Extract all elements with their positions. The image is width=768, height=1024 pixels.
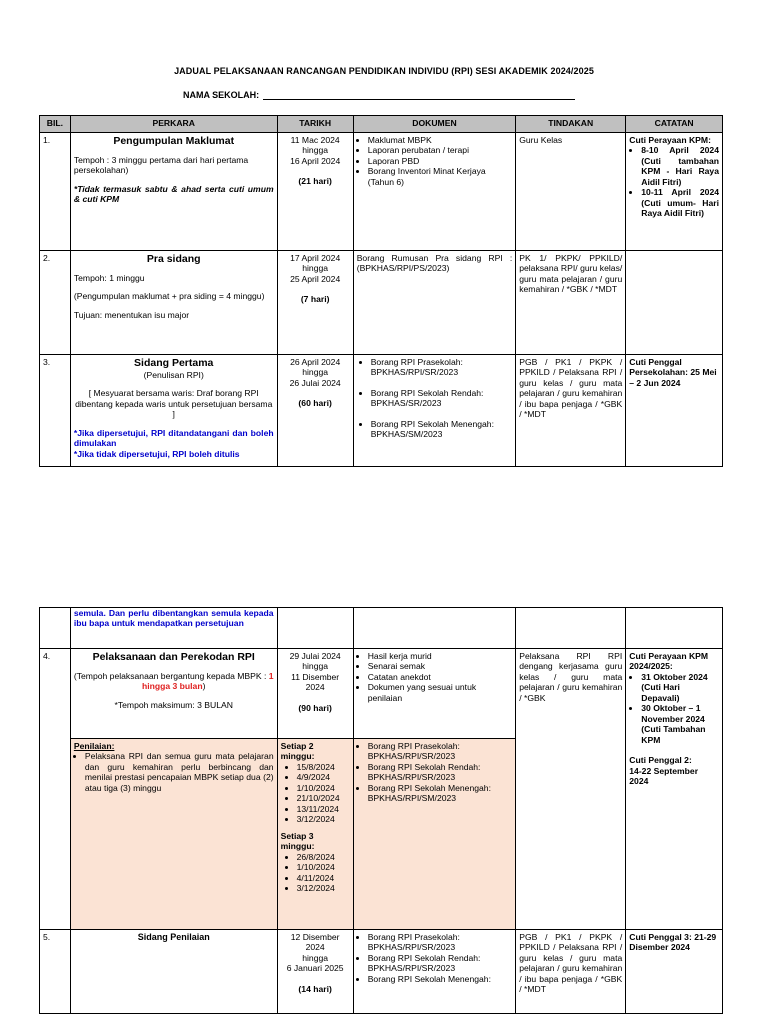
- catatan-heading: Cuti Perayaan KPM 2024/2025:: [629, 651, 709, 672]
- header-perkara: PERKARA: [70, 116, 277, 133]
- schedule-table-part-1: [39, 115, 723, 467]
- list-item: • 31 Oktober 2024 (Cuti Hari Depavali): [641, 672, 719, 703]
- list-item: • 21/10/2024: [297, 793, 350, 803]
- list-item: • 15/8/2024: [297, 762, 350, 772]
- perkara-heading: Sidang Penilaian: [137, 932, 210, 942]
- list-item: • 3/12/2024: [297, 883, 350, 893]
- duration-days: (60 hari): [298, 398, 332, 409]
- perkara-text: (Pengumpulan maklumat + pra siding = 4 minggu): [73, 291, 265, 302]
- list-item: • 1/10/2024: [297, 783, 350, 793]
- date-to: 11 Disember 2024: [291, 671, 340, 693]
- list-item: • Laporan PBD: [368, 156, 513, 166]
- date-from: 12 Disember 2024: [290, 932, 340, 953]
- list-item: • Maklumat MBPK: [368, 135, 513, 145]
- perkara-note: *Jika dipersetujui, RPI ditandatangani dan boleh dimulakan: [73, 427, 274, 449]
- perkara-cell: [70, 649, 277, 739]
- list-item: • 4/11/2024: [297, 873, 350, 883]
- list-item: • Dokumen yang sesuai untuk penilaian: [368, 682, 513, 703]
- dokumen-cell: Borang Rumusan Pra sidang RPI : (BPKHAS/RPI/PS/2023): [353, 251, 516, 355]
- list-item: • Senarai semak: [368, 661, 513, 671]
- perkara-text: Tujuan: menentukan isu major: [73, 309, 190, 320]
- date-hingga: hingga: [302, 367, 329, 378]
- dokumen-cell: [353, 649, 516, 739]
- catatan-cell: Cuti Penggal 3: 21-29 Disember 2024: [626, 930, 723, 1014]
- perkara-heading: Pengumpulan Maklumat: [113, 135, 235, 147]
- date-from: 17 April 2024: [290, 253, 341, 263]
- schedule-table-part-2: [39, 607, 723, 1014]
- dokumen-cell: [353, 739, 516, 930]
- duration-days: (21 hari): [298, 176, 332, 187]
- date-to: 26 Julai 2024: [289, 377, 341, 388]
- list-item: • Borang RPI Prasekolah: BPKHAS/RPI/SR/2023: [368, 932, 513, 953]
- document-title: JADUAL PELAKSANAAN RANCANGAN PENDIDIKAN INDIVIDU (RPI) SESI AKADEMIK 2024/2025: [174, 66, 594, 76]
- date-to: 25 April 2024: [290, 273, 341, 284]
- table-row: [40, 251, 723, 355]
- header-catatan: CATATAN: [626, 116, 723, 133]
- catatan-cell: [626, 649, 723, 930]
- school-name-field: [183, 90, 575, 100]
- perkara-text: Tempoh: 1 minggu: [73, 272, 145, 283]
- row-number: 1.: [40, 133, 71, 251]
- tindakan-cell: Guru Kelas: [516, 133, 626, 251]
- row-number: 4.: [40, 649, 71, 930]
- duration-highlight: 1 hingga 3 bulan: [141, 670, 274, 692]
- duration-days: (7 hari): [300, 294, 330, 305]
- tindakan-cell: PK 1/ PKPK/ PPKILD/ pelaksana RPI/ guru kelas/ guru mata pelajaran / guru kemahiran / *GBK / *MDT: [516, 251, 626, 355]
- list-item: • Borang RPI Sekolah Rendah: BPKHAS/RPI/SR/2023: [368, 762, 513, 783]
- table-row: [40, 608, 723, 649]
- perkara-text: [ Mesyuarat bersama waris: Draf borang RPI dibentang kepada waris untuk persetujuan bersama ]: [75, 388, 273, 420]
- list-item: • Borang RPI Sekolah Menengah: BPKHAS/SM/2023: [371, 419, 513, 440]
- perkara-text: Tempoh : 3 minggu pertama dari hari pertama persekolahan): [73, 154, 249, 176]
- row-number: 5.: [40, 930, 71, 1014]
- catatan-cell: [626, 251, 723, 355]
- header-tindakan: TINDAKAN: [516, 116, 626, 133]
- list-item: • Borang RPI Sekolah Rendah: BPKHAS/SR/2023: [371, 388, 513, 409]
- list-item: • 26/8/2024: [297, 852, 350, 862]
- penilaian-cell: [70, 739, 277, 930]
- table-row: [40, 133, 723, 251]
- list-item: • Borang RPI Prasekolah: BPKHAS/RPI/SR/2023: [368, 741, 513, 762]
- catatan-cell: [626, 133, 723, 251]
- tindakan-cell: PGB / PK1 / PKPK / PPKILD / Pelaksana RPI / guru kelas / guru mata pelajaran / guru kemahiran / ibu bapa penjaga / *GBK / *MDT: [516, 355, 626, 467]
- tindakan-cell: PGB / PK1 / PKPK / PPKILD / Pelaksana RPI / guru kelas / guru mata pelajaran / guru kemahiran / ibu bapa penjaga / *GBK / *MDT: [516, 930, 626, 1014]
- table-header-row: [40, 116, 723, 133]
- list-item: • Laporan perubatan / terapi: [368, 145, 513, 155]
- row-number: 2.: [40, 251, 71, 355]
- perkara-note-continued: semula. Dan perlu dibentangkan semula kepada ibu bapa untuk mendapatkan persetujuan: [70, 608, 277, 649]
- perkara-cell: [70, 355, 277, 467]
- date-to: 16 April 2024: [290, 155, 341, 166]
- list-item: • Hasil kerja murid: [368, 651, 513, 661]
- catatan-heading: Cuti Penggal 2:: [629, 755, 692, 766]
- list-item: • 8-10 April 2024 (Cuti tambahan KPM - Hari Raya Aidil Fitri): [641, 145, 719, 187]
- perkara-heading: Pelaksanaan dan Perekodan RPI: [92, 651, 255, 663]
- list-item: • 1/10/2024: [297, 862, 350, 872]
- duration-days: (14 hari): [298, 983, 332, 994]
- tindakan-cell: Pelaksana RPI RPI dengang kerjasama guru kelas / guru mata pelajaran / guru kemahiran / *GBK: [516, 649, 626, 930]
- tarikh-cell: [277, 649, 353, 739]
- date-from: 26 April 2024: [290, 357, 341, 367]
- list-item: • Borang RPI Sekolah Menengah:: [368, 974, 513, 984]
- header-tarikh: TARIKH: [277, 116, 353, 133]
- tarikh-cell: [277, 251, 353, 355]
- table-row: [40, 649, 723, 739]
- row-number: 3.: [40, 355, 71, 467]
- tarikh-cell: [277, 930, 353, 1014]
- list-item: • 10-11 April 2024 (Cuti umum- Hari Raya Aidil Fitri): [641, 187, 719, 218]
- table-row: [40, 355, 723, 467]
- dokumen-cell: [353, 930, 516, 1014]
- list-item: • Borang RPI Sekolah Rendah: BPKHAS/RPI/SR/2023: [368, 953, 513, 974]
- perkara-heading: Sidang Pertama: [134, 357, 214, 369]
- list-item: • Pelaksana RPI dan semua guru mata pelajaran dan guru kemahiran perlu berbincang dan menilai prestasi pencapaian MBPK setiap dua (2) atau tiga (3) minggu: [85, 751, 274, 793]
- date-from: 11 Mac 2024: [290, 135, 340, 145]
- penilaian-heading: Penilaian:: [73, 741, 115, 751]
- school-name-blank-line: [263, 99, 575, 100]
- dokumen-cell: [353, 355, 516, 467]
- duration-days: (90 hari): [298, 702, 332, 713]
- every-3-weeks-heading: Setiap 3 minggu:: [280, 830, 315, 852]
- date-hingga: hingga: [302, 145, 329, 156]
- list-item: • Borang RPI Sekolah Menengah: BPKHAS/RPI/SM/2023: [368, 783, 513, 804]
- list-item: • Borang RPI Prasekolah: BPKHAS/RPI/SR/2023: [371, 357, 513, 378]
- list-item: • 4/9/2024: [297, 772, 350, 782]
- date-hingga: hingga: [302, 661, 329, 672]
- date-to: 6 Januari 2025: [286, 963, 344, 974]
- perkara-text: *Tempoh maksimum: 3 BULAN: [114, 699, 233, 710]
- list-item: • 13/11/2024: [297, 804, 350, 814]
- school-label: NAMA SEKOLAH:: [183, 90, 260, 100]
- perkara-subheading: (Penulisan RPI): [143, 369, 204, 380]
- perkara-cell: [70, 251, 277, 355]
- every-2-weeks-heading: Setiap 2 minggu:: [280, 741, 315, 762]
- header-dokumen: DOKUMEN: [353, 116, 516, 133]
- tarikh-cell: [277, 133, 353, 251]
- dokumen-cell: [353, 133, 516, 251]
- catatan-text: 14-22 September 2024: [629, 765, 699, 787]
- perkara-cell: [70, 930, 277, 1014]
- date-from: 29 Julai 2024: [289, 651, 341, 661]
- list-item: • 3/12/2024: [297, 814, 350, 824]
- perkara-cell: [70, 133, 277, 251]
- perkara-text: (Tempoh pelaksanaan bergantung kepada MBPK : 1 hingga 3 bulan): [73, 670, 274, 692]
- perkara-note: *Tidak termasuk sabtu & ahad serta cuti umum & cuti KPM: [73, 183, 274, 205]
- catatan-cell: Cuti Penggal Persekolahan: 25 Mei – 2 Jun 2024: [626, 355, 723, 467]
- schedule-dates-cell: [277, 739, 353, 930]
- table-row: [40, 930, 723, 1014]
- list-item: • Catatan anekdot: [368, 672, 513, 682]
- list-item: • Borang Inventori Minat Kerjaya (Tahun 6): [368, 166, 513, 187]
- date-hingga: hingga: [302, 263, 329, 274]
- perkara-heading: Pra sidang: [146, 253, 201, 265]
- date-hingga: hingga: [302, 952, 329, 963]
- list-item: • 30 Oktober – 1 November 2024 (Cuti Tambahan KPM: [641, 703, 719, 745]
- perkara-note: *Jika tidak dipersetujui, RPI boleh ditulis: [73, 448, 240, 459]
- header-bil: BIL.: [40, 116, 71, 133]
- tarikh-cell: [277, 355, 353, 467]
- catatan-heading: Cuti Perayaan KPM:: [629, 135, 711, 145]
